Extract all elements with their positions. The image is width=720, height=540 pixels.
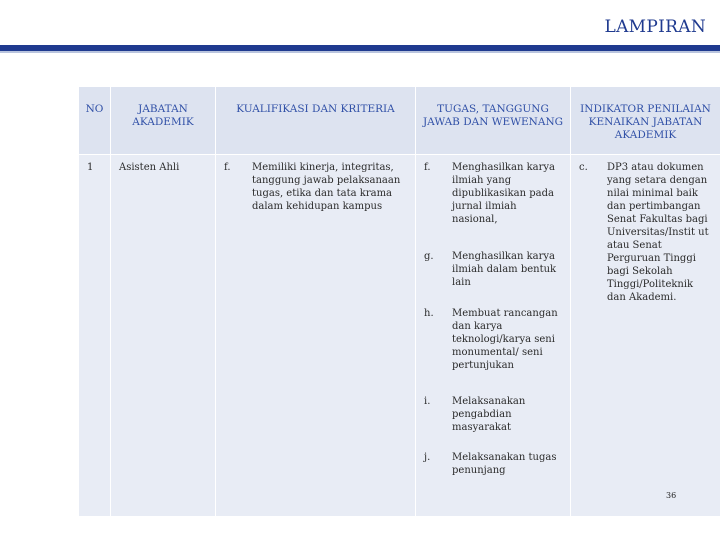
cell-no: [79, 155, 111, 517]
tugas-label: h.: [424, 308, 434, 319]
page-number: 36: [666, 491, 677, 500]
list-item: [416, 250, 570, 307]
list-item: [416, 161, 570, 250]
kualifikasi-item: [216, 155, 415, 213]
tugas-label: f.: [424, 162, 431, 173]
table-header-row: [79, 87, 720, 155]
tugas-text: Membuat rancangan dan karya teknologi/karya seni monumental/ seni pertunjukan: [452, 308, 558, 371]
tugas-text: Melaksanakan tugas penunjang: [452, 452, 557, 476]
page-title: LAMPIRAN: [604, 17, 706, 37]
title-rule-shadow: [0, 51, 720, 53]
header-tugas: TUGAS, TANGGUNG JAWAB DAN WEWENANG: [416, 87, 571, 155]
header-no: NO: [79, 87, 111, 155]
table-row: [79, 155, 720, 517]
criteria-table: [78, 86, 720, 517]
tugas-text: Menghasilkan karya ilmiah yang dipublikasikan pada jurnal ilmiah nasional,: [452, 162, 555, 225]
tugas-text: Menghasilkan karya ilmiah dalam bentuk lain: [452, 251, 557, 288]
kualifikasi-label: f.: [224, 162, 231, 173]
list-item: [416, 307, 570, 395]
cell-indikator: [571, 155, 720, 517]
header-kualifikasi: KUALIFIKASI DAN KRITERIA: [216, 87, 416, 155]
indikator-label: c.: [579, 162, 588, 173]
cell-kualifikasi: [216, 155, 416, 517]
cell-jabatan: [111, 155, 216, 517]
jabatan-text: Asisten Ahli: [119, 162, 180, 173]
indikator-text: DP3 atau dokumen yang setara dengan nilai minimal baik dan pertimbangan Senat Fakultas bagi Universitas/Instit ut atau Senat Perguruan Tinggi bagi Sekolah Tinggi/Politeknik dan Akademi.: [607, 162, 709, 303]
kualifikasi-text: Memiliki kinerja, integritas, tanggung jawab pelaksanaan tugas, etika dan tata krama dalam kehidupan kampus: [252, 162, 401, 212]
header-jabatan: JABATAN AKADEMIK: [111, 87, 216, 155]
list-item: [416, 395, 570, 451]
tugas-label: g.: [424, 251, 434, 262]
header-indikator: INDIKATOR PENILAIAN KENAIKAN JABATAN AKADEMIK: [571, 87, 720, 155]
indikator-item: [571, 155, 720, 304]
tugas-label: i.: [424, 396, 431, 407]
tugas-list: [416, 155, 570, 477]
tugas-text: Melaksanakan pengabdian masyarakat: [452, 396, 526, 433]
tugas-label: j.: [424, 452, 431, 463]
row-number: 1: [87, 162, 94, 173]
cell-tugas: [416, 155, 571, 517]
list-item: [416, 451, 570, 477]
